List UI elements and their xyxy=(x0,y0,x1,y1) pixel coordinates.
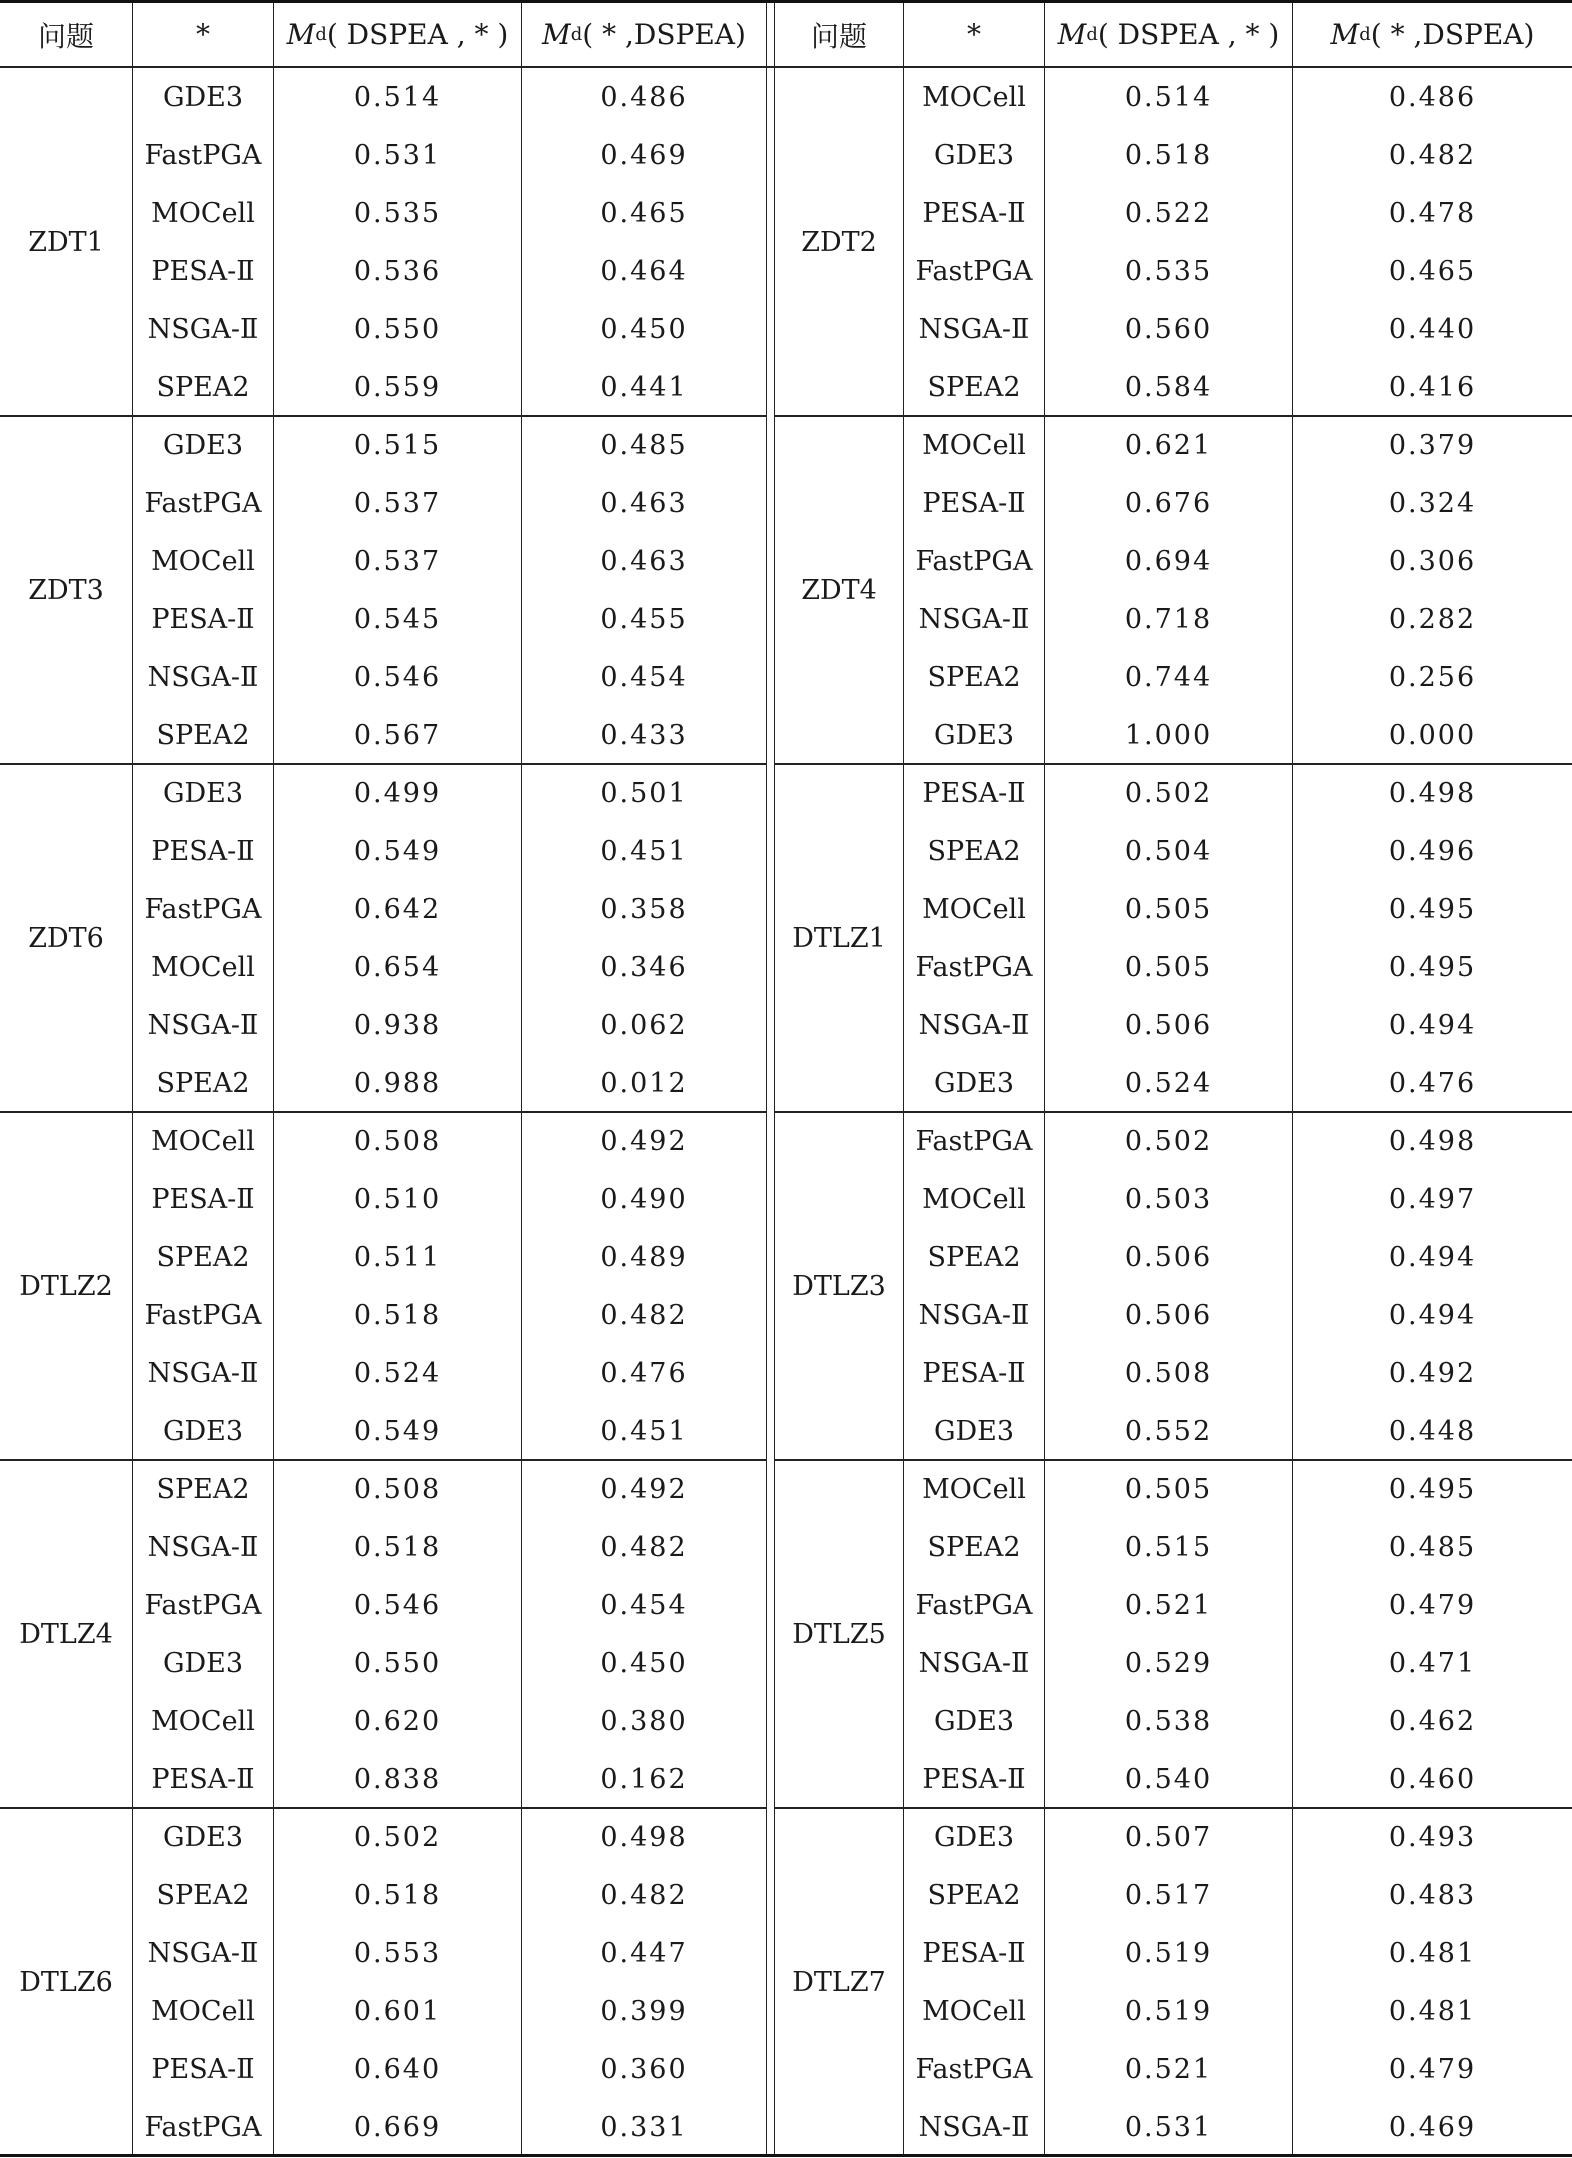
algorithm-cell: FastPGA xyxy=(144,2111,262,2143)
md-dspea-star-value: 0.521 xyxy=(1124,2053,1213,2085)
md-star-dspea-value: 0.489 xyxy=(600,1241,688,1273)
md-dspea-star-value: 0.524 xyxy=(1124,1067,1213,1099)
problem-label: DTLZ2 xyxy=(19,1270,113,1302)
md-star-dspea-value: 0.455 xyxy=(600,603,688,635)
md-dspea-star-value: 0.550 xyxy=(353,1647,442,1679)
md-star-dspea-value: 0.379 xyxy=(1388,429,1477,461)
md-star-dspea-value: 0.469 xyxy=(1388,2111,1477,2143)
problem-label: DTLZ1 xyxy=(792,922,886,954)
md-dspea-star-value: 0.515 xyxy=(353,429,442,461)
md-dspea-star-value: 0.518 xyxy=(353,1299,442,1331)
algorithm-cell: SPEA2 xyxy=(927,1879,1021,1911)
md-star-dspea-value: 0.494 xyxy=(1388,1299,1477,1331)
algorithm-cell: GDE3 xyxy=(933,139,1015,171)
md-args: ( * ,DSPEA) xyxy=(582,18,746,51)
md-dspea-star-value: 0.505 xyxy=(1124,893,1213,925)
md-dspea-star-value: 0.694 xyxy=(1124,545,1213,577)
md-dspea-star-value: 0.567 xyxy=(353,719,442,751)
md-dspea-star-value: 0.584 xyxy=(1124,371,1213,403)
md-dspea-star-value: 0.669 xyxy=(353,2111,442,2143)
md-star-dspea-value: 0.482 xyxy=(1388,139,1477,171)
algorithm-cell: MOCell xyxy=(922,81,1026,113)
md-star-dspea-value: 0.479 xyxy=(1388,2053,1477,2085)
md-star-dspea-value: 0.482 xyxy=(600,1879,688,1911)
algorithm-cell: SPEA2 xyxy=(156,1473,250,1505)
algorithm-cell: MOCell xyxy=(151,1995,255,2027)
md-star-dspea-value: 0.482 xyxy=(600,1299,688,1331)
md-star-dspea-value: 0.495 xyxy=(1388,1473,1477,1505)
md-star-dspea-value: 0.360 xyxy=(600,2053,688,2085)
md-dspea-star-value: 0.601 xyxy=(353,1995,442,2027)
header-md-dspea-star xyxy=(274,3,521,66)
md-star-dspea-value: 0.476 xyxy=(1388,1067,1477,1099)
algorithm-cell: PESA-Ⅱ xyxy=(151,603,255,635)
md-dspea-star-value: 0.518 xyxy=(353,1531,442,1563)
md-star-dspea-value: 0.481 xyxy=(1388,1937,1477,1969)
md-star-dspea-value: 0.463 xyxy=(600,545,688,577)
md-dspea-star-value: 0.517 xyxy=(1124,1879,1213,1911)
algorithm-cell: NSGA-Ⅱ xyxy=(147,1009,259,1041)
md-star-dspea-value: 0.012 xyxy=(600,1067,688,1099)
md-star-dspea-value: 0.451 xyxy=(600,1415,688,1447)
header-md-star-dspea xyxy=(1293,3,1572,66)
md-dspea-star-value: 0.549 xyxy=(353,835,442,867)
md-star-dspea-value: 0.440 xyxy=(1388,313,1477,345)
md-dspea-star-value: 0.508 xyxy=(353,1125,442,1157)
algorithm-cell: FastPGA xyxy=(915,545,1033,577)
md-dspea-star-value: 0.540 xyxy=(1124,1763,1213,1795)
md-star-dspea-value: 0.492 xyxy=(600,1473,688,1505)
algorithm-cell: FastPGA xyxy=(144,893,262,925)
algorithm-cell: NSGA-Ⅱ xyxy=(918,1647,1030,1679)
algorithm-cell: SPEA2 xyxy=(156,1067,250,1099)
md-star-dspea-value: 0.482 xyxy=(600,1531,688,1563)
algorithm-cell: FastPGA xyxy=(915,951,1033,983)
md-dspea-star-value: 0.508 xyxy=(1124,1357,1213,1389)
md-star-dspea-value: 0.465 xyxy=(1388,255,1477,287)
md-star-dspea-value: 0.496 xyxy=(1388,835,1477,867)
algorithm-cell: MOCell xyxy=(151,1125,255,1157)
algorithm-cell: PESA-Ⅱ xyxy=(922,1357,1026,1389)
md-star-dspea-value: 0.479 xyxy=(1388,1589,1477,1621)
double-column-divider xyxy=(766,3,775,2154)
algorithm-cell: PESA-Ⅱ xyxy=(922,197,1026,229)
algorithm-cell: GDE3 xyxy=(162,1647,244,1679)
md-dspea-star-value: 0.620 xyxy=(353,1705,442,1737)
md-star-dspea-value: 0.162 xyxy=(600,1763,688,1795)
md-dspea-star-value: 0.505 xyxy=(1124,951,1213,983)
md-star-dspea-value: 0.447 xyxy=(600,1937,688,1969)
md-dspea-star-value: 0.654 xyxy=(353,951,442,983)
md-dspea-star-value: 0.559 xyxy=(353,371,442,403)
problem-label: DTLZ6 xyxy=(19,1966,113,1998)
algorithm-cell: MOCell xyxy=(151,545,255,577)
md-star-dspea-value: 0.331 xyxy=(600,2111,688,2143)
md-star-dspea-value: 0.492 xyxy=(1388,1357,1477,1389)
md-dspea-star-value: 0.988 xyxy=(353,1067,442,1099)
algorithm-cell: PESA-Ⅱ xyxy=(922,777,1026,809)
md-star-dspea-value: 0.450 xyxy=(600,313,688,345)
md-symbol: M xyxy=(286,18,316,51)
algorithm-cell: NSGA-Ⅱ xyxy=(147,1357,259,1389)
md-symbol: M xyxy=(542,18,571,51)
algorithm-cell: SPEA2 xyxy=(927,371,1021,403)
md-star-dspea-value: 0.471 xyxy=(1388,1647,1477,1679)
md-star-dspea-value: 0.464 xyxy=(600,255,688,287)
md-dspea-star-value: 0.506 xyxy=(1124,1299,1213,1331)
algorithm-cell: MOCell xyxy=(922,1995,1026,2027)
md-star-dspea-value: 0.494 xyxy=(1388,1241,1477,1273)
algorithm-cell: FastPGA xyxy=(144,1299,262,1331)
md-star-dspea-value: 0.485 xyxy=(1388,1531,1477,1563)
md-star-dspea-value: 0.498 xyxy=(1388,777,1477,809)
md-star-dspea-value: 0.476 xyxy=(600,1357,688,1389)
algorithm-cell: FastPGA xyxy=(915,1125,1033,1157)
algorithm-cell: FastPGA xyxy=(144,1589,262,1621)
md-args: ( DSPEA , * ) xyxy=(1097,18,1280,51)
md-star-dspea-value: 0.481 xyxy=(1388,1995,1477,2027)
problem-label: ZDT4 xyxy=(801,574,877,606)
md-dspea-star-value: 0.519 xyxy=(1124,1995,1213,2027)
problem-label: ZDT1 xyxy=(28,226,104,258)
md-star-dspea-value: 0.441 xyxy=(600,371,688,403)
algorithm-cell: GDE3 xyxy=(162,777,244,809)
md-star-dspea-value: 0.448 xyxy=(1388,1415,1477,1447)
algorithm-cell: PESA-Ⅱ xyxy=(151,255,255,287)
md-star-dspea-value: 0.460 xyxy=(1388,1763,1477,1795)
algorithm-cell: MOCell xyxy=(151,951,255,983)
algorithm-cell: NSGA-Ⅱ xyxy=(147,661,259,693)
md-dspea-star-value: 0.744 xyxy=(1124,661,1213,693)
md-star-dspea-value: 0.495 xyxy=(1388,893,1477,925)
md-dspea-star-value: 0.510 xyxy=(353,1183,442,1215)
header-problem: 问题 xyxy=(37,19,94,53)
md-star-dspea-value: 0.399 xyxy=(600,1995,688,2027)
algorithm-cell: GDE3 xyxy=(162,1415,244,1447)
md-dspea-star-value: 0.503 xyxy=(1124,1183,1213,1215)
algorithm-cell: MOCell xyxy=(922,1183,1026,1215)
algorithm-cell: MOCell xyxy=(922,893,1026,925)
algorithm-cell: GDE3 xyxy=(162,81,244,113)
algorithm-cell: PESA-Ⅱ xyxy=(151,1763,255,1795)
algorithm-cell: SPEA2 xyxy=(927,835,1021,867)
md-dspea-star-value: 0.511 xyxy=(353,1241,442,1273)
algorithm-cell: FastPGA xyxy=(144,139,262,171)
algorithm-cell: GDE3 xyxy=(933,1705,1015,1737)
md-star-dspea-value: 0.256 xyxy=(1388,661,1477,693)
md-dspea-star-value: 0.838 xyxy=(353,1763,442,1795)
md-dspea-star-value: 0.552 xyxy=(1124,1415,1213,1447)
algorithm-cell: FastPGA xyxy=(915,1589,1033,1621)
md-star-dspea-value: 0.324 xyxy=(1388,487,1477,519)
md-dspea-star-value: 0.536 xyxy=(353,255,442,287)
md-dspea-star-value: 0.537 xyxy=(353,487,442,519)
md-star-dspea-value: 0.062 xyxy=(600,1009,688,1041)
md-dspea-star-value: 0.549 xyxy=(353,1415,442,1447)
header-algorithm: * xyxy=(967,18,981,51)
md-dspea-star-value: 0.560 xyxy=(1124,313,1213,345)
algorithm-cell: PESA-Ⅱ xyxy=(922,1937,1026,1969)
algorithm-cell: MOCell xyxy=(151,1705,255,1737)
md-star-dspea-value: 0.495 xyxy=(1388,951,1477,983)
md-dspea-star-value: 0.506 xyxy=(1124,1009,1213,1041)
md-args: ( DSPEA , * ) xyxy=(326,18,509,51)
md-star-dspea-value: 0.416 xyxy=(1388,371,1477,403)
md-dspea-star-value: 0.502 xyxy=(1124,777,1213,809)
md-dspea-star-value: 0.499 xyxy=(353,777,442,809)
md-dspea-star-value: 0.529 xyxy=(1124,1647,1213,1679)
md-star-dspea-value: 0.358 xyxy=(600,893,688,925)
header-md-star-dspea xyxy=(522,3,766,66)
md-star-dspea-value: 0.450 xyxy=(600,1647,688,1679)
md-dspea-star-value: 0.535 xyxy=(1124,255,1213,287)
md-dspea-star-value: 0.524 xyxy=(353,1357,442,1389)
md-star-dspea-value: 0.454 xyxy=(600,661,688,693)
md-star-dspea-value: 0.497 xyxy=(1388,1183,1477,1215)
md-dspea-star-value: 0.531 xyxy=(1124,2111,1213,2143)
md-star-dspea-value: 0.346 xyxy=(600,951,688,983)
md-dspea-star-value: 0.504 xyxy=(1124,835,1213,867)
md-dspea-star-value: 0.502 xyxy=(353,1821,442,1853)
problem-label: ZDT2 xyxy=(801,226,877,258)
md-star-dspea-value: 0.498 xyxy=(1388,1125,1477,1157)
algorithm-cell: MOCell xyxy=(151,197,255,229)
algorithm-cell: NSGA-Ⅱ xyxy=(918,1299,1030,1331)
algorithm-cell: NSGA-Ⅱ xyxy=(147,1531,259,1563)
problem-label: ZDT6 xyxy=(28,922,104,954)
md-dspea-star-value: 0.642 xyxy=(353,893,442,925)
md-star-dspea-value: 0.454 xyxy=(600,1589,688,1621)
md-star-dspea-value: 0.462 xyxy=(1388,1705,1477,1737)
md-dspea-star-value: 0.535 xyxy=(353,197,442,229)
md-dspea-star-value: 0.640 xyxy=(353,2053,442,2085)
md-dspea-star-value: 0.621 xyxy=(1124,429,1213,461)
problem-label: DTLZ5 xyxy=(792,1618,886,1650)
algorithm-cell: MOCell xyxy=(922,1473,1026,1505)
algorithm-cell: NSGA-Ⅱ xyxy=(918,2111,1030,2143)
md-dspea-star-value: 0.938 xyxy=(353,1009,442,1041)
algorithm-cell: MOCell xyxy=(922,429,1026,461)
md-dspea-star-value: 0.531 xyxy=(353,139,442,171)
algorithm-cell: PESA-Ⅱ xyxy=(922,1763,1026,1795)
algorithm-cell: FastPGA xyxy=(915,2053,1033,2085)
md-dspea-star-value: 0.553 xyxy=(353,1937,442,1969)
md-dspea-star-value: 0.508 xyxy=(353,1473,442,1505)
algorithm-cell: GDE3 xyxy=(933,1067,1015,1099)
algorithm-cell: GDE3 xyxy=(162,429,244,461)
md-dspea-star-value: 0.502 xyxy=(1124,1125,1213,1157)
header-algorithm: * xyxy=(196,18,210,51)
md-dspea-star-value: 0.518 xyxy=(1124,139,1213,171)
algorithm-cell: SPEA2 xyxy=(156,1879,250,1911)
md-star-dspea-value: 0.494 xyxy=(1388,1009,1477,1041)
algorithm-cell: SPEA2 xyxy=(156,371,250,403)
algorithm-cell: GDE3 xyxy=(933,1415,1015,1447)
md-dspea-star-value: 0.550 xyxy=(353,313,442,345)
md-dspea-star-value: 0.514 xyxy=(353,81,442,113)
md-dspea-star-value: 0.519 xyxy=(1124,1937,1213,1969)
algorithm-cell: NSGA-Ⅱ xyxy=(147,1937,259,1969)
problem-label: DTLZ4 xyxy=(19,1618,113,1650)
md-dspea-star-value: 0.505 xyxy=(1124,1473,1213,1505)
algorithm-cell: SPEA2 xyxy=(927,1531,1021,1563)
md-symbol: M xyxy=(1057,18,1087,51)
algorithm-cell: PESA-Ⅱ xyxy=(151,2053,255,2085)
md-dspea-star-value: 0.521 xyxy=(1124,1589,1213,1621)
md-star-dspea-value: 0.306 xyxy=(1388,545,1477,577)
algorithm-cell: SPEA2 xyxy=(156,1241,250,1273)
md-star-dspea-value: 0.485 xyxy=(600,429,688,461)
md-star-dspea-value: 0.498 xyxy=(600,1821,688,1853)
md-dspea-star-value: 0.507 xyxy=(1124,1821,1213,1853)
problem-label: ZDT3 xyxy=(28,574,104,606)
md-star-dspea-value: 0.463 xyxy=(600,487,688,519)
algorithm-cell: NSGA-Ⅱ xyxy=(918,1009,1030,1041)
algorithm-cell: NSGA-Ⅱ xyxy=(147,313,259,345)
algorithm-cell: PESA-Ⅱ xyxy=(151,835,255,867)
md-dspea-star-value: 0.546 xyxy=(353,1589,442,1621)
md-subscript: d xyxy=(1086,24,1098,45)
algorithm-cell: SPEA2 xyxy=(927,1241,1021,1273)
md-star-dspea-value: 0.469 xyxy=(600,139,688,171)
md-star-dspea-value: 0.000 xyxy=(1388,719,1477,751)
algorithm-cell: PESA-Ⅱ xyxy=(922,487,1026,519)
md-dspea-star-value: 0.522 xyxy=(1124,197,1213,229)
md-star-dspea-value: 0.493 xyxy=(1388,1821,1477,1853)
md-star-dspea-value: 0.486 xyxy=(600,81,688,113)
md-star-dspea-value: 0.492 xyxy=(600,1125,688,1157)
header-md-dspea-star xyxy=(1045,3,1292,66)
md-star-dspea-value: 0.380 xyxy=(600,1705,688,1737)
md-dspea-star-value: 0.545 xyxy=(353,603,442,635)
algorithm-cell: FastPGA xyxy=(915,255,1033,287)
md-dspea-star-value: 0.518 xyxy=(353,1879,442,1911)
md-args: ( * ,DSPEA) xyxy=(1370,18,1535,51)
md-dspea-star-value: 1.000 xyxy=(1124,719,1213,751)
md-subscript: d xyxy=(315,24,327,45)
algorithm-cell: GDE3 xyxy=(162,1821,244,1853)
md-star-dspea-value: 0.483 xyxy=(1388,1879,1477,1911)
md-star-dspea-value: 0.433 xyxy=(600,719,688,751)
md-dspea-star-value: 0.506 xyxy=(1124,1241,1213,1273)
md-star-dspea-value: 0.490 xyxy=(600,1183,688,1215)
algorithm-cell: GDE3 xyxy=(933,1821,1015,1853)
problem-label: DTLZ3 xyxy=(792,1270,886,1302)
md-star-dspea-value: 0.501 xyxy=(600,777,688,809)
problem-label: DTLZ7 xyxy=(792,1966,886,1998)
md-star-dspea-value: 0.282 xyxy=(1388,603,1477,635)
algorithm-cell: PESA-Ⅱ xyxy=(151,1183,255,1215)
md-dspea-star-value: 0.546 xyxy=(353,661,442,693)
header-problem: 问题 xyxy=(810,19,867,53)
algorithm-cell: GDE3 xyxy=(933,719,1015,751)
md-symbol: M xyxy=(1330,18,1360,51)
md-dspea-star-value: 0.676 xyxy=(1124,487,1213,519)
md-star-dspea-value: 0.451 xyxy=(600,835,688,867)
md-dspea-star-value: 0.514 xyxy=(1124,81,1213,113)
md-subscript: d xyxy=(1359,24,1371,45)
algorithm-cell: SPEA2 xyxy=(156,719,250,751)
md-star-dspea-value: 0.486 xyxy=(1388,81,1477,113)
md-star-dspea-value: 0.465 xyxy=(600,197,688,229)
algorithm-cell: FastPGA xyxy=(144,487,262,519)
md-dspea-star-value: 0.718 xyxy=(1124,603,1213,635)
algorithm-cell: NSGA-Ⅱ xyxy=(918,313,1030,345)
md-subscript: d xyxy=(570,24,583,45)
algorithm-cell: NSGA-Ⅱ xyxy=(918,603,1030,635)
md-dspea-star-value: 0.515 xyxy=(1124,1531,1213,1563)
algorithm-cell: SPEA2 xyxy=(927,661,1021,693)
md-dspea-star-value: 0.537 xyxy=(353,545,442,577)
md-star-dspea-value: 0.478 xyxy=(1388,197,1477,229)
md-dspea-star-value: 0.538 xyxy=(1124,1705,1213,1737)
